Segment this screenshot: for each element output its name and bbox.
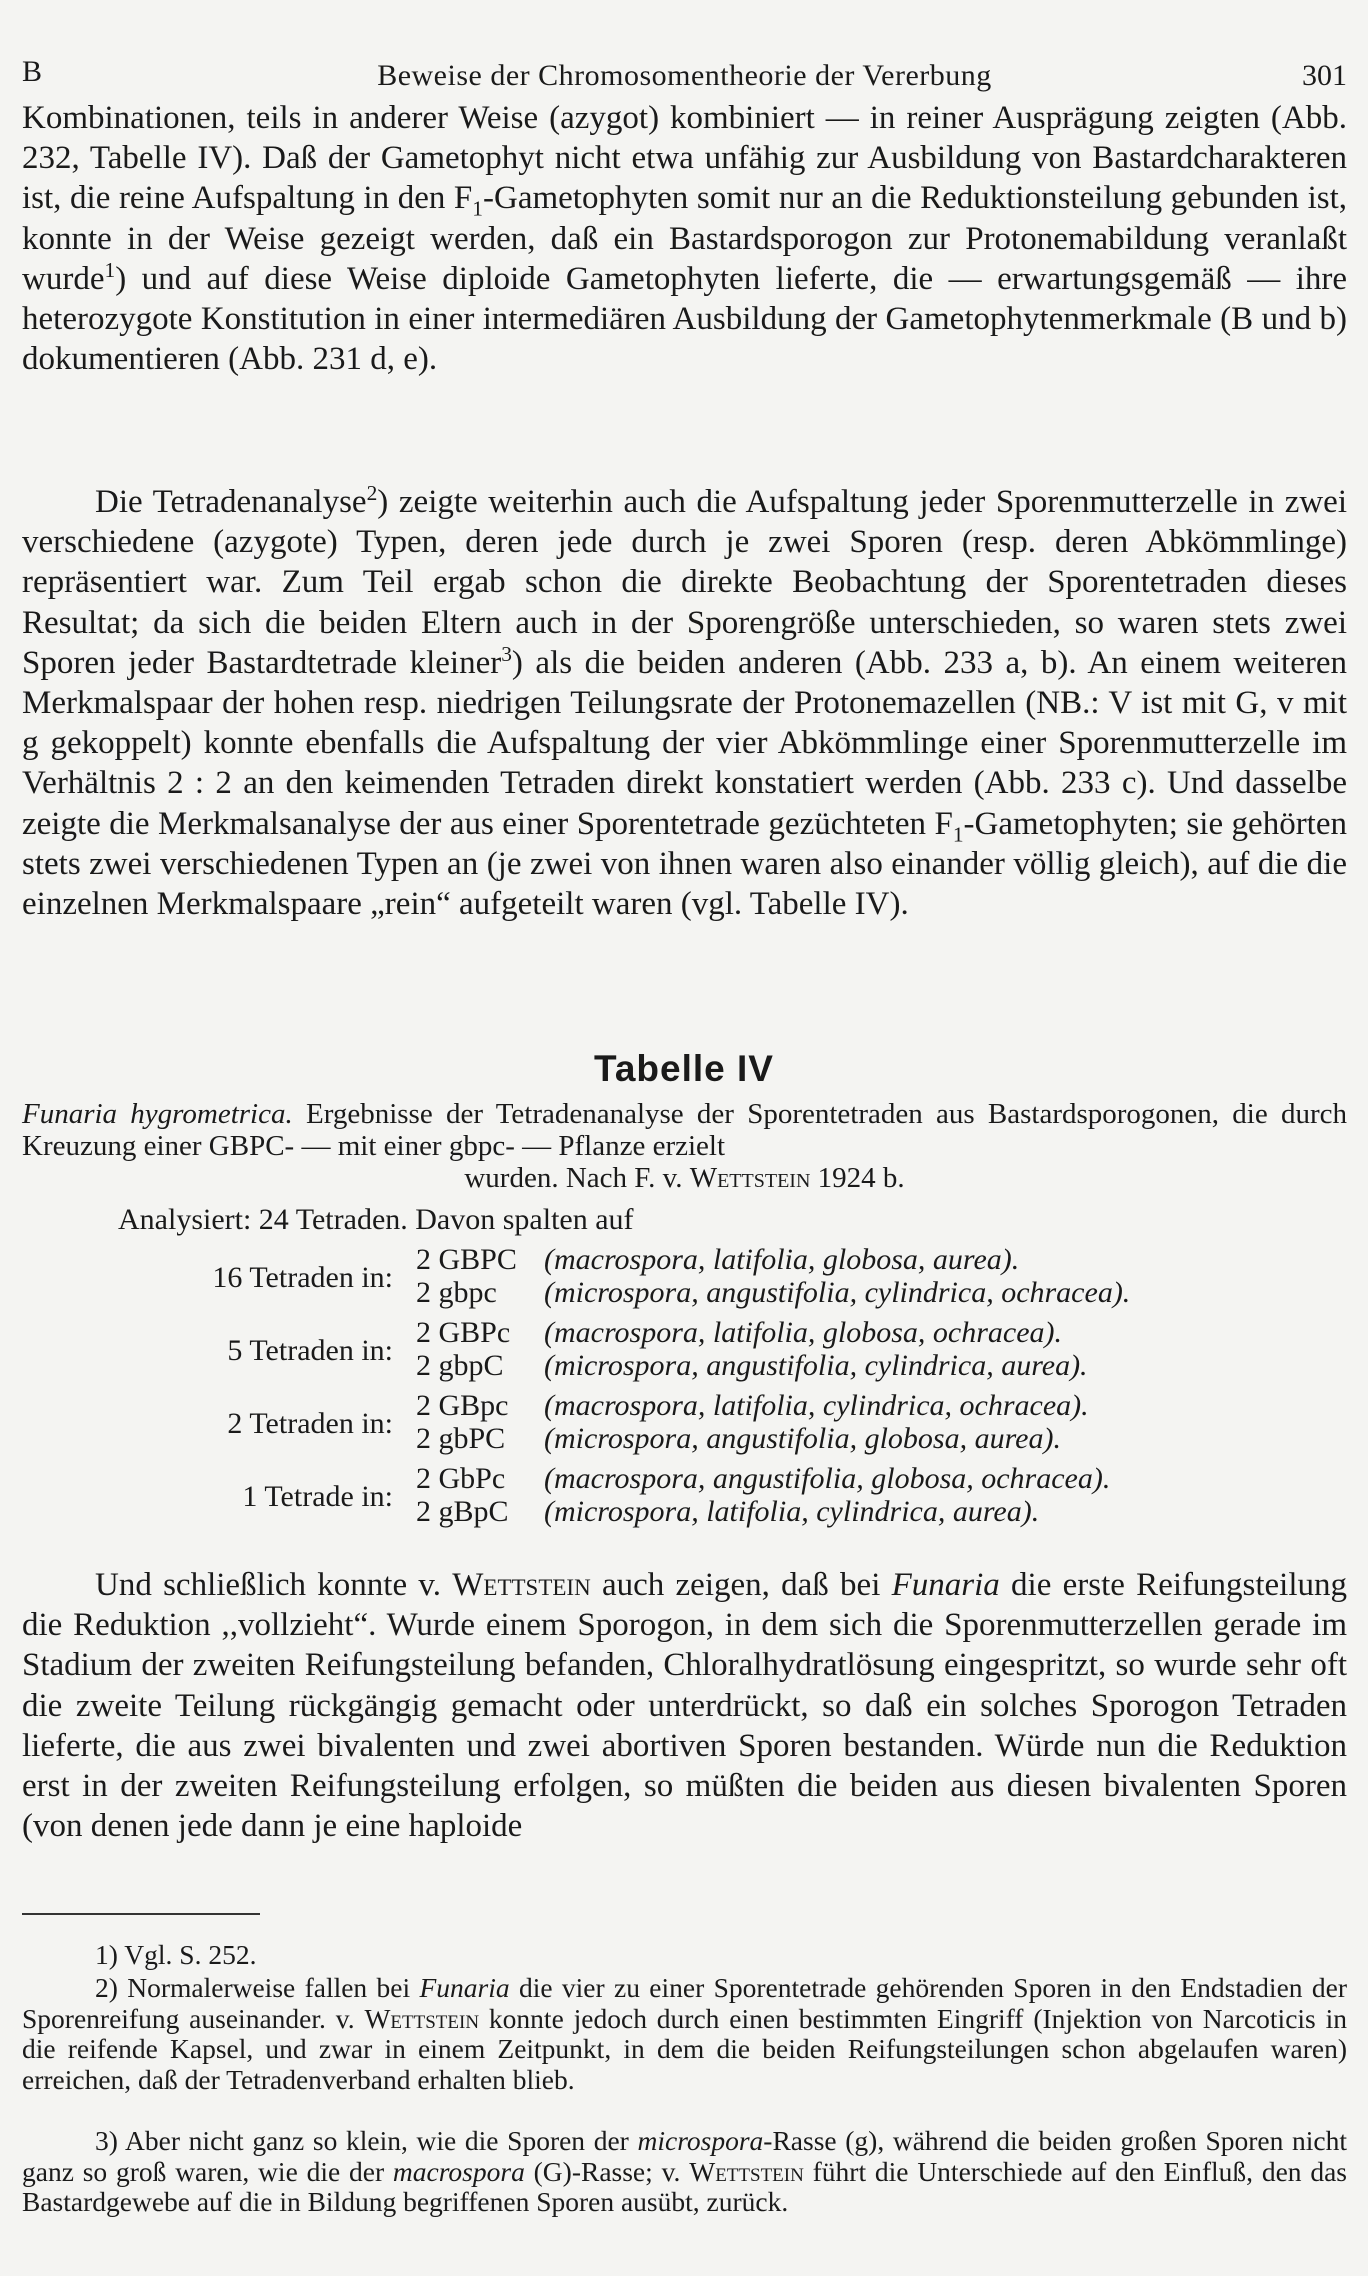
footnote-ref-2[interactable]: 2: [366, 481, 378, 505]
footnote-divider: [22, 1913, 260, 1915]
table-caption: Funaria hygrometrica. Ergebnisse der Tetradenanalyse der Sporentetraden aus Bastardsporogonen, die durch Kreuzung einer GBPC- — mit einer gbpc- — Pflanze erzielt wurden. Nach F. v. Wettstein 1924 b.: [22, 1098, 1347, 1194]
footnote-ref-3[interactable]: 3: [501, 641, 512, 666]
signature-mark: B: [22, 55, 43, 88]
table-analyzed-line: Analysiert: 24 Tetraden. Davon spalten auf: [118, 1203, 634, 1236]
table-title: Tabelle IV: [594, 1048, 774, 1089]
footnote-ref-1[interactable]: 1: [104, 257, 116, 282]
paragraph-3: Und schließlich konnte v. Wettstein auch zeigen, daß bei Funaria die erste Reifungsteilung die Reduktion ,,vollzieht“. Wurde einem Sporogon, in dem sich die Sporenmutterzellen gerade im Stadium der zweiten Reifungsteilung befanden, Chloralhydratlösung eingespritzt, so wurde sehr oft die zweite Teilung rückgängig gemacht oder unterdrückt, so daß ein solches Sporogon Tetraden lieferte, die aus zwei bivalenten und zwei abortiven Sporen bestanden. Würde nun die Reduktion erst in der zweiten Reifungsteilung erfolgen, so müßten die beiden aus diesen bivalenten Sporen (von denen jede dann je eine haploide: [22, 1567, 1347, 1845]
page-number: 301: [1302, 59, 1347, 92]
footnote-3: 3) Aber nicht ganz so klein, wie die Sporen der microspora-Rasse (g), während die beiden großen Sporen nicht ganz so groß waren, wie die der macrospora (G)-Rasse; v. Wettstein führt die Unterschiede auf den Einfluß, den das Bastardgewebe auf die in Bildung begriffenen Sporen ausübt, zurück.: [22, 2125, 1348, 2217]
paragraph-2: Die Tetradenanalyse$^2$) zeigte weiterhin auch die Aufspaltung jeder Sporenmutterzelle in zwei verschiedene (azygote) Typen, deren jede durch je zwei Sporen (resp. deren Abkömmlinge) repräsentiert war. Zum Teil ergab schon die direkte Beobachtung der Sporentetraden dieses Resultat; da sich die beiden Eltern auch in der Sporengröße unterschieden, so waren stets zwei Sporen jeder Bastardtetrade kleiner$^3$) als die beiden anderen (Abb. 233 a, b). An einem weiteren Merkmalspaar der hohen resp. niedrigen Teilungsrate der Protonemazellen (NB.: V ist mit G, v mit g gekoppelt) konnte ebenfalls die Aufspaltung der vier Abkömmlinge einer Sporenmutterzelle im Verhältnis 2 : 2 an den keimenden Tetraden direkt konstatiert werden (Abb. 233 c). Und dasselbe zeigte die Merkmalsanalyse der aus einer Sporentetrade gezüchteten $F_1$-Gametophyten; sie gehörten stets zwei verschiedenen Typen an (je zwei von ihnen waren also einander völlig gleich), auf die die einzelnen Merkmalspaare „rein“ aufgeteilt waren (vgl. Tabelle IV).: [22, 481, 1348, 923]
table-row: 16 Tetraden in: 2 GBPC (macrospora, latifolia, globosa, aurea). 2 gbpc (microspora, angustifolia, cylindrica, ochracea).: [212, 1243, 1131, 1309]
footnote-1: 1) Vgl. S. 252.: [95, 1939, 257, 1970]
table-row: 5 Tetraden in: 2 GBPc (macrospora, latifolia, globosa, ochracea). 2 gbpC (microspora, angustifolia, cylindrica, aurea).: [227, 1316, 1088, 1382]
paragraph-1: Kombinationen, teils in anderer Weise (azygot) kombiniert — in reiner Ausprägung zeigten (Abb. 232, Tabelle IV). Daß der Gametophyt nicht etwa unfähig zur Ausbildung von Bastardcharakteren ist, die reine Aufspaltung in den $F_1$-Gametophyten somit nur an die Reduktionsteilung gebunden ist, konnte in der Weise gezeigt werden, daß ein Bastardsporogon zur Protonemabildung veranlaßt wurde$^1$) und auf diese Weise diploide Gametophyten lieferte, die — erwartungsgemäß — ihre heterozygote Konstitution in einer intermediären Ausbildung der Gametophytenmerkmale (B und b) dokumentieren (Abb. 231 d, e).: [22, 100, 1347, 378]
table-row: 2 Tetraden in: 2 GBpc (macrospora, latifolia, cylindrica, ochracea). 2 gbPC (microspora, angustifolia, globosa, aurea).: [227, 1389, 1089, 1455]
running-title: Beweise der Chromosomentheorie der Vererbung: [377, 59, 992, 92]
table-row: 1 Tetrade in: 2 GbPc (macrospora, angustifolia, globosa, ochracea). 2 gBpC (microspora, latifolia, cylindrica, aurea).: [242, 1462, 1111, 1528]
footnote-2: 2) Normalerweise fallen bei Funaria die vier zu einer Sporentetrade gehörenden Sporen in den Endstadien der Sporenreifung auseinander. v. Wettstein konnte jedoch durch einen bestimmten Eingriff (Injektion von Narcoticis in die reifende Kapsel, und zwar in einem Zeitpunkt, in dem die beiden Reifungsteilungen schon abgelaufen waren) erreichen, daß der Tetradenverband erhalten blieb.: [22, 1972, 1348, 2095]
